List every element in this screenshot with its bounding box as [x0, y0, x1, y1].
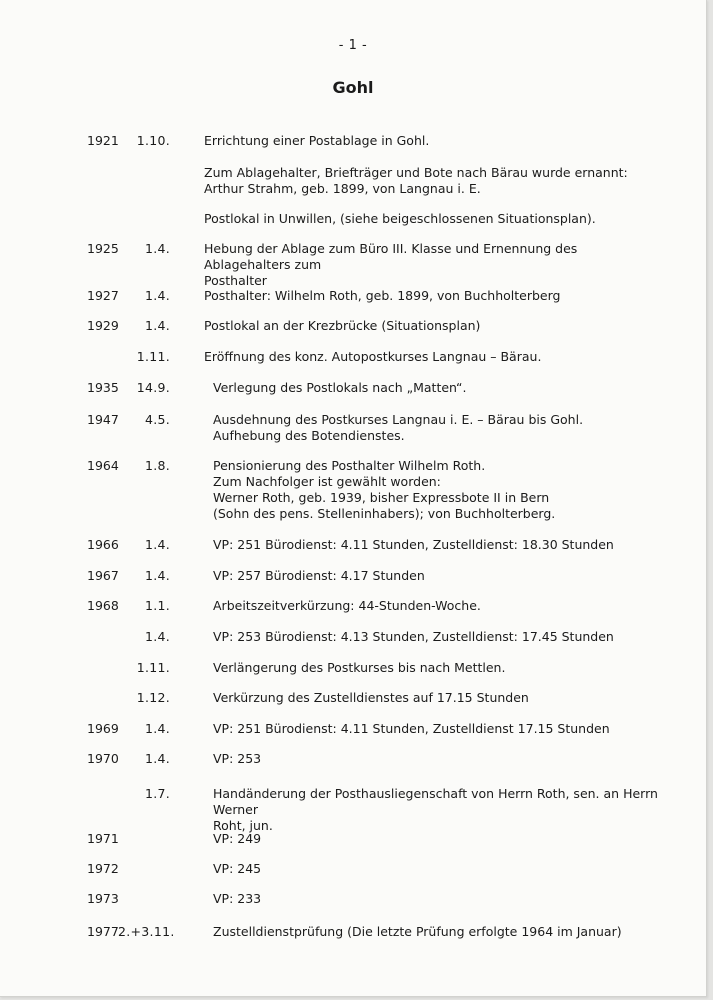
- entry-year: 1967: [87, 568, 119, 583]
- entry-text: Zustelldienstprüfung (Die letzte Prüfung erfolgte 1964 im Januar): [213, 924, 622, 939]
- entry-date: 1.11.: [136, 349, 170, 364]
- entry-text: Verlängerung des Postkurses bis nach Mettlen.: [213, 660, 506, 675]
- entry-text: Ausdehnung des Postkurses Langnau i. E. – Bärau bis Gohl. Aufhebung des Botendienstes.: [213, 412, 584, 443]
- entry-date: 1.4.: [144, 288, 170, 303]
- entry-text: VP: 251 Bürodienst: 4.11 Stunden, Zustelldienst 17.15 Stunden: [213, 721, 610, 736]
- entry-date: 1.4.: [144, 568, 170, 583]
- entry-text: Zum Ablagehalter, Briefträger und Bote nach Bärau wurde ernannt: Arthur Strahm, geb. 1899, von Langnau i. E.: [204, 165, 628, 196]
- entry-date: 1.1.: [144, 598, 170, 613]
- entry-date: 1.11.: [136, 660, 170, 675]
- entry-text: Pensionierung des Posthalter Wilhelm Roth. Zum Nachfolger ist gewählt worden: Werner Roth, geb. 1939, bisher Expressbote II in Bern (Sohn des pens. Stelleninhabers); von Buchholterberg.: [213, 458, 556, 521]
- entry-date: 1.8.: [144, 458, 170, 473]
- entry-year: 1964: [87, 458, 119, 473]
- entry-text: Verkürzung des Zustelldienstes auf 17.15 Stunden: [213, 690, 529, 705]
- entry-text: Arbeitszeitverkürzung: 44-Stunden-Woche.: [213, 598, 481, 613]
- entry-text: Postlokal an der Krezbrücke (Situationsplan): [204, 318, 481, 333]
- entry-text: Hebung der Ablage zum Büro III. Klasse und Ernennung des Ablagehalters zum Posthalter: [204, 241, 578, 288]
- entry-text: VP: 249: [213, 831, 262, 846]
- entry-year: 1921: [87, 133, 119, 148]
- page-title: Gohl: [332, 78, 374, 97]
- entry-year: 1973: [87, 891, 119, 906]
- entry-year: 1969: [87, 721, 119, 736]
- entry-year: 1971: [87, 831, 119, 846]
- entry-year: 1968: [87, 598, 119, 613]
- entry-year: 1947: [87, 412, 119, 427]
- entry-year: 1977: [87, 924, 119, 939]
- entry-date: 14.9.: [136, 380, 170, 395]
- entry-date: 2.+3.11.: [118, 924, 175, 939]
- entry-date: 1.7.: [144, 786, 170, 801]
- entry-text: VP: 251 Bürodienst: 4.11 Stunden, Zustelldienst: 18.30 Stunden: [213, 537, 614, 552]
- entry-text: VP: 245: [213, 861, 262, 876]
- entry-date: 1.4.: [144, 537, 170, 552]
- entry-text: Verlegung des Postlokals nach „Matten“.: [213, 380, 467, 395]
- entry-text: VP: 257 Bürodienst: 4.17 Stunden: [213, 568, 425, 583]
- entry-text: VP: 253: [213, 751, 262, 766]
- entry-year: 1972: [87, 861, 119, 876]
- entry-date: 1.4.: [144, 721, 170, 736]
- page-number: - 1 -: [338, 38, 368, 53]
- entry-year: 1929: [87, 318, 119, 333]
- entry-date: 4.5.: [144, 412, 170, 427]
- entry-text: VP: 253 Bürodienst: 4.13 Stunden, Zustelldienst: 17.45 Stunden: [213, 629, 614, 644]
- entry-text: Handänderung der Posthausliegenschaft von Herrn Roth, sen. an Herrn Werner Roht, jun.: [213, 786, 658, 833]
- entry-date: 1.4.: [144, 751, 170, 766]
- entry-date: 1.10.: [136, 133, 170, 148]
- entry-year: 1966: [87, 537, 119, 552]
- entry-date: 1.12.: [136, 690, 170, 705]
- entry-year: 1970: [87, 751, 119, 766]
- entry-year: 1935: [87, 380, 119, 395]
- entry-year: 1925: [87, 241, 119, 256]
- entry-text: Posthalter: Wilhelm Roth, geb. 1899, von Buchholterberg: [204, 288, 561, 303]
- entry-year: 1927: [87, 288, 119, 303]
- entry-date: 1.4.: [144, 318, 170, 333]
- entry-text: Postlokal in Unwillen, (siehe beigeschlossenen Situationsplan).: [204, 211, 596, 226]
- entry-date: 1.4.: [144, 241, 170, 256]
- entry-date: 1.4.: [144, 629, 170, 644]
- entry-text: VP: 233: [213, 891, 262, 906]
- entry-text: Errichtung einer Postablage in Gohl.: [204, 133, 430, 148]
- entry-text: Eröffnung des konz. Autopostkurses Langnau – Bärau.: [204, 349, 542, 364]
